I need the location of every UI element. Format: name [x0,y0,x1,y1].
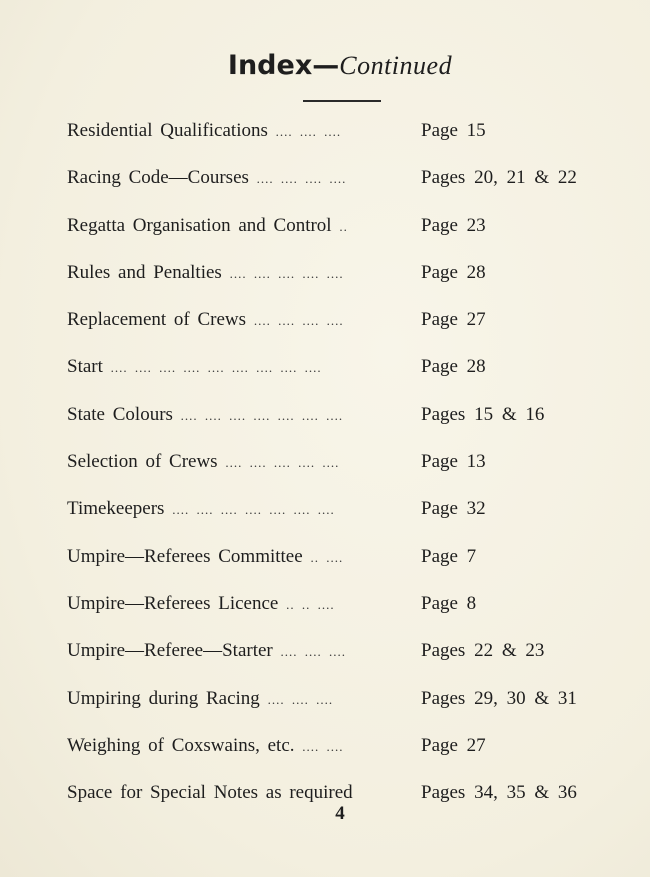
entry-subject: Umpire—Referees Licence [67,592,279,614]
entry-leader: .... .... .... .... .... .... .... .... .... [110,360,322,376]
index-entries [0,112,650,821]
entry-subject: Start [67,356,103,378]
entry-pages: Page 7 [421,545,477,567]
entry-leader: .... .... .... [275,124,342,139]
entry-leader: .... .... .... .... .... [225,455,340,471]
index-entry [0,727,650,774]
entry-subject-wrap [67,348,402,387]
entry-subject-wrap [67,585,402,624]
index-entry [0,159,650,206]
page-number: 4 [335,803,345,824]
entry-pages: Page 32 [421,498,486,520]
entry-leader: .... .... .... .... .... .... .... [172,502,335,518]
entry-pages: Pages 34, 35 & 36 [421,782,577,804]
index-entry [0,396,650,443]
index-entry [0,348,650,395]
entry-leader: .... .... .... .... .... .... .... [180,407,344,423]
entry-pages: Page 28 [421,356,486,378]
entry-pages: Page 27 [421,309,486,331]
heading-main: Index [227,50,313,81]
entry-leader: .... .... [302,738,344,754]
entry-subject: Replacement of Crews [67,309,247,331]
entry-subject: Umpire—Referees Committee [67,545,303,567]
entry-pages: Page 8 [421,592,477,614]
index-entry [0,632,650,679]
index-entry [0,490,650,537]
entry-pages: Page 15 [421,120,486,141]
entry-subject: Residential Qualifications [67,120,268,141]
entry-subject: Weighing of Coxswains, etc. [67,734,295,756]
entry-pages: Pages 20, 21 & 22 [421,167,577,189]
entry-leader: .... .... .... .... [253,313,344,329]
entry-subject-wrap [67,727,402,766]
entry-subject: Timekeepers [67,498,165,520]
index-entry [0,585,650,632]
entry-subject-wrap [67,301,402,340]
index-entry [0,112,650,159]
heading-subtitle: Continued [339,51,453,80]
entry-pages: Page 28 [421,261,486,283]
entry-subject: Regatta Organisation and Control [67,214,332,236]
index-heading [0,50,650,82]
entry-pages: Page 23 [421,214,486,236]
entry-subject-wrap [67,538,402,577]
entry-subject-wrap [67,396,402,435]
entry-leader: .... .... .... [267,691,334,707]
entry-subject: Umpiring during Racing [67,687,260,709]
entry-subject: Racing Code—Courses [67,167,249,189]
entry-leader: .... .... .... .... [256,171,347,187]
entry-subject-wrap [67,254,402,293]
entry-subject-wrap [67,443,402,482]
entry-subject-wrap [67,490,402,529]
entry-leader: .. .... [310,549,344,565]
entry-subject-wrap [67,112,402,151]
index-entry [0,207,650,254]
entry-pages: Pages 22 & 23 [421,640,545,662]
entry-subject-wrap [67,680,402,719]
entry-pages: Page 13 [421,451,486,473]
entry-subject-wrap [67,632,402,671]
entry-subject: Space for Special Notes as required [67,782,353,804]
index-entry [0,254,650,301]
entry-pages: Pages 15 & 16 [421,403,545,425]
entry-subject: Umpire—Referee—Starter [67,640,273,662]
entry-leader: .... .... .... [280,644,346,660]
entry-subject-wrap [67,207,402,246]
entry-subject-wrap [67,159,402,198]
index-entry [0,443,650,490]
entry-pages: Page 27 [421,734,486,756]
entry-pages: Pages 29, 30 & 31 [421,687,577,709]
heading-dash: — [312,50,340,81]
entry-leader: .. .. .... [286,596,335,612]
entry-leader: .... .... .... .... .... [229,265,344,281]
index-entry [0,538,650,585]
entry-subject: Selection of Crews [67,451,218,473]
index-entry [0,301,650,348]
entry-leader: .. [339,218,348,234]
index-entry [0,680,650,727]
heading-underline [303,100,381,102]
entry-subject: State Colours [67,403,173,425]
entry-subject: Rules and Penalties [67,261,222,283]
